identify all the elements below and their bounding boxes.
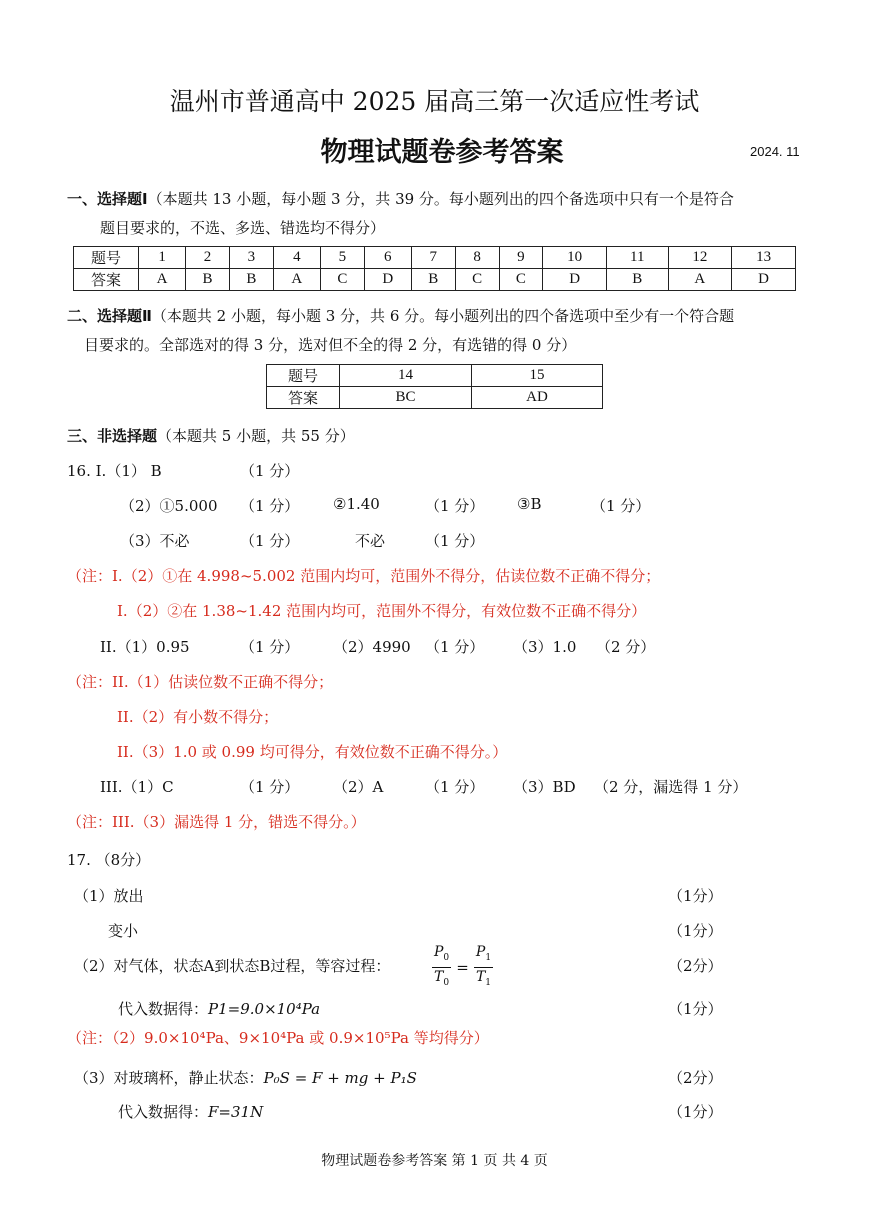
answer-cell: A	[139, 269, 186, 291]
score: （1 分）	[240, 532, 300, 550]
section1-answer-table	[73, 246, 796, 291]
answer-cell: B	[186, 269, 230, 291]
section3-line: 三、非选择题（本题共 5 小题，共 55 分）	[67, 427, 355, 445]
answer: （3）BD	[513, 778, 576, 796]
force-equation: P₀S = F + mg + P₁S	[263, 1069, 417, 1087]
answer-cell: D	[543, 269, 607, 291]
question-number: 4	[273, 247, 320, 269]
question-number: 2	[186, 247, 230, 269]
q16-line2: （2）①5.000	[120, 497, 218, 515]
q17-part3-result: 代入数据得：F=31N	[118, 1103, 264, 1121]
q16-iii-line: III.（1）C	[100, 778, 174, 796]
answer-cell: C	[499, 269, 543, 291]
note: （注：（2）9.0×10⁴Pa、9×10⁴Pa 或 0.9×10⁵Pa 等均得分）	[67, 1029, 489, 1047]
question-number: 3	[229, 247, 273, 269]
score: （1 分）	[425, 532, 485, 550]
note: （注：II.（1）估读位数不正确不得分；	[67, 673, 334, 691]
score: （1 分）	[425, 638, 485, 656]
score: （1 分）	[591, 497, 651, 515]
q16-line3: （3）不必	[120, 532, 190, 550]
fraction-p0-t0: $\frac{P_0}{T_0}$	[434, 944, 450, 988]
section1-desc-line1: 一、选择题Ⅰ（本题共 13 小题，每小题 3 分，共 39 分。每小题列出的四个备选项中只有一个是符合	[67, 190, 734, 208]
table-row	[74, 247, 796, 269]
score: （1 分）	[240, 638, 300, 656]
score: （1 分）	[425, 778, 485, 796]
score: （2分）	[668, 957, 723, 975]
answer-cell: C	[455, 269, 499, 291]
answer: ③B	[517, 495, 542, 513]
answer-cell: A	[273, 269, 320, 291]
question-number: 6	[364, 247, 411, 269]
note: （注：I.（2）①在 4.998~5.002 范围内均可，范围外不得分，估读位数不正确不得分；	[67, 567, 661, 585]
row-label: 答案	[267, 387, 340, 409]
table-row	[267, 387, 603, 409]
question-number: 9	[499, 247, 543, 269]
question-number: 1	[139, 247, 186, 269]
answer-cell: D	[732, 269, 796, 291]
question-number: 13	[732, 247, 796, 269]
score: （2 分，漏选得 1 分）	[594, 778, 748, 796]
question-number: 15	[472, 365, 603, 387]
question-number: 5	[320, 247, 364, 269]
q17-part2: （2）对气体，状态A到状态B过程，等容过程：	[74, 957, 391, 975]
score: （2分）	[668, 1069, 723, 1087]
question-number: 14	[340, 365, 472, 387]
answer: 不必	[355, 532, 386, 550]
section2-desc-line2: 目要求的。全部选对的得 3 分，选对但不全的得 2 分，有选错的得 0 分）	[84, 336, 577, 354]
question-number: 11	[607, 247, 669, 269]
question-number: 8	[455, 247, 499, 269]
score: （1分）	[668, 1000, 723, 1018]
answer: ②1.40	[333, 495, 380, 513]
result-value: P1=9.0×10⁴Pa	[208, 1000, 321, 1018]
row-label: 答案	[74, 269, 139, 291]
date: 2024. 11	[750, 144, 800, 159]
q17-part3: （3）对玻璃杯，静止状态：P₀S = F + mg + P₁S	[74, 1069, 417, 1087]
row-label: 题号	[267, 365, 340, 387]
q16-ii-line: II.（1）0.95	[100, 638, 190, 656]
answer-cell: A	[668, 269, 732, 291]
answer-cell: B	[411, 269, 455, 291]
section2-answer-table	[266, 364, 603, 409]
note: II.（2）有小数不得分；	[117, 708, 279, 726]
section1-heading: 一、选择题Ⅰ	[67, 190, 148, 208]
score: （1 分）	[425, 497, 485, 515]
note: I.（2）②在 1.38~1.42 范围内均可，范围外不得分，有效位数不正确不得分）	[117, 602, 647, 620]
score: （1分）	[668, 1103, 723, 1121]
fraction-p1-t1: $\frac{P_1}{T_1}$	[475, 944, 492, 988]
score: （1 分）	[240, 778, 300, 796]
section2-desc-line1: 二、选择题Ⅱ（本题共 2 小题，每小题 3 分，共 6 分。每小题列出的四个备选项中至少有一个符合题	[67, 307, 735, 325]
answer-cell: AD	[472, 387, 603, 409]
note: II.（3）1.0 或 0.99 均可得分，有效位数不正确不得分。）	[117, 743, 508, 761]
answer: （3）1.0	[513, 638, 577, 656]
gas-law-equation: $\frac{P_0}{T_0}$ = $\frac{P_1}{T_1}$	[432, 943, 493, 992]
table-row	[74, 269, 796, 291]
section3-heading: 三、非选择题	[67, 427, 158, 445]
answer-cell: C	[320, 269, 364, 291]
answer-cell: BC	[340, 387, 472, 409]
score: （1 分）	[240, 497, 300, 515]
score: （1分）	[668, 922, 723, 940]
question-number: 12	[668, 247, 732, 269]
answer: （2）A	[333, 778, 384, 796]
answer-cell: B	[607, 269, 669, 291]
q17-heading: 17. （8分）	[67, 851, 151, 869]
section2-heading: 二、选择题Ⅱ	[67, 307, 152, 325]
answer-cell: B	[229, 269, 273, 291]
score: （1分）	[668, 887, 723, 905]
exam-title: 温州市普通高中 2025 届高三第一次适应性考试	[169, 87, 700, 116]
answer: （2）4990	[333, 638, 411, 656]
score: （2 分）	[596, 638, 656, 656]
answer-key-title: 物理试题卷参考答案	[320, 137, 564, 168]
question-number: 10	[543, 247, 607, 269]
answer-cell: D	[364, 269, 411, 291]
q16-line1: 16. I.（1） B	[67, 462, 162, 480]
note: （注：III.（3）漏选得 1 分，错选不得分。）	[67, 813, 366, 831]
row-label: 题号	[74, 247, 139, 269]
score: （1 分）	[240, 462, 300, 480]
q17-part2-result: 代入数据得：P1=9.0×10⁴Pa	[118, 1000, 321, 1018]
page-footer: 物理试题卷参考答案 第 1 页 共 4 页	[321, 1153, 548, 1169]
result-value: F=31N	[208, 1103, 264, 1121]
section1-desc-line2: 题目要求的，不选、多选、错选均不得分）	[100, 219, 386, 237]
table-row	[267, 365, 603, 387]
q17-part1a: （1）放出	[74, 887, 144, 905]
q17-part1b: 变小	[108, 922, 139, 940]
question-number: 7	[411, 247, 455, 269]
